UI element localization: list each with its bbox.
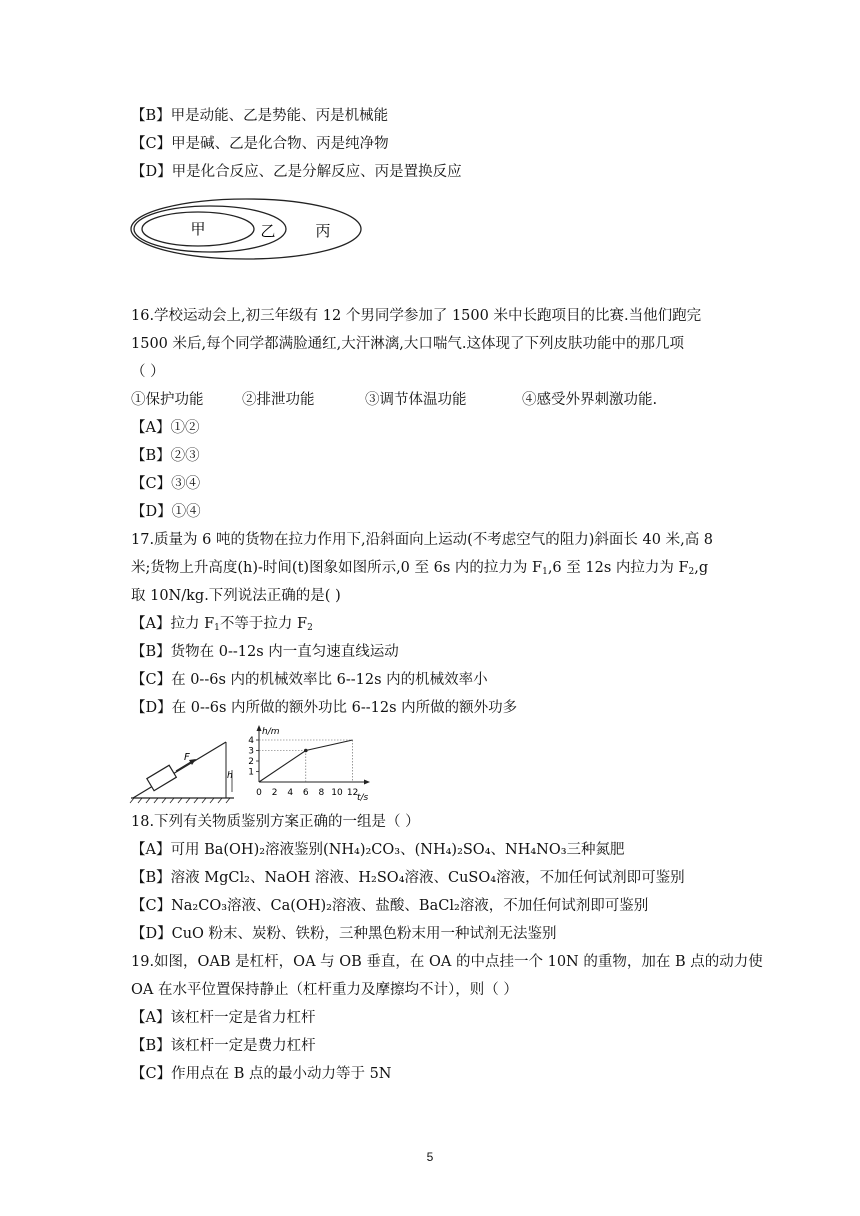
q18-option-d: 【D】CuO 粉末、炭粉、铁粉，三种黑色粉末用一种试剂无法鉴别 [131,926,557,942]
outer-ellipse-label: 丙 [315,222,331,240]
q17-option-d: 【D】在 0--6s 内所做的额外功比 6--12s 内所做的额外功多 [131,700,518,716]
incline-surface [133,742,226,798]
q16-function-item-3: ③调节体温功能 [365,392,467,408]
incline-figure [128,726,246,804]
q16-stem-line-1: 16.学校运动会上,初三年级有 12 个男同学参加了 1500 米中长跑项目的比赛.当他们跑完 [131,308,702,324]
data-point [304,749,308,753]
y-tick-label: 4 [248,736,254,746]
q19-option-b: 【B】该杠杆一定是费力杠杆 [131,1038,316,1054]
ground-hatching [130,798,230,803]
q17-stem-line-3: 取 10N/kg.下列说法正确的是( ) [131,588,341,604]
q15-option-b: 【B】甲是动能、乙是势能、丙是机械能 [131,108,389,124]
x-tick-label: 10 [331,788,343,798]
x-tick-label: 8 [318,788,325,798]
q16-option-d: 【D】①④ [131,504,201,520]
x-axis-label: t/s [357,793,369,803]
height-label: h [227,771,233,781]
x-tick-label: 2 [271,788,278,798]
y-tick-label: 3 [248,746,254,757]
x-tick-label: 6 [302,788,309,798]
x-tick-label: 12 [346,788,359,798]
q15-option-d: 【D】甲是化合反应、乙是分解反应、丙是置换反应 [131,164,462,180]
q16-function-item-2: ②排泄功能 [242,392,315,408]
x-tick-label: 0 [256,788,262,798]
q17-stem-line-1: 17.质量为 6 吨的货物在拉力作用下,沿斜面向上运动(不考虑空气的阻力)斜面长 40 米,高 8 [131,532,714,548]
x-tick-label: 4 [287,788,294,798]
q18-option-c: 【C】Na₂CO₃溶液、Ca(OH)₂溶液、盐酸、BaCl₂溶液，不加任何试剂即可鉴别 [131,898,649,914]
q16-option-b: 【B】②③ [131,448,200,464]
page-number: 5 [426,1150,434,1164]
q18-stem: 18.下列有关物质鉴别方案正确的一组是（ ） [131,814,420,830]
q19-stem-line-1: 19.如图，OAB 是杠杆，OA 与 OB 垂直，在 OA 的中点挂一个 10N 的重物，加在 B 点的动力使 [131,954,763,970]
q19-option-a: 【A】该杠杆一定是省力杠杆 [131,1010,316,1026]
inner-ellipse-label: 甲 [190,220,206,238]
q16-option-c: 【C】③④ [131,476,201,492]
q15-option-c: 【C】甲是碱、乙是化合物、丙是纯净物 [131,136,389,152]
q16-function-item-4: ④感受外界刺激功能. [522,392,658,408]
q18-option-a: 【A】可用 Ba(OH)₂溶液鉴别(NH₄)₂CO₃、(NH₄)₂SO₄、NH₄NO₃三种氮肥 [131,842,625,858]
y-tick-label: 2 [248,757,254,767]
x-axis-arrowhead [364,780,370,785]
q19-stem-line-2: OA 在水平位置保持静止（杠杆重力及摩擦均不计），则（ ） [131,982,518,998]
q17-option-b: 【B】货物在 0--12s 内一直匀速直线运动 [131,644,399,660]
y-axis-arrowhead [257,725,262,731]
q16-function-item-1: ①保护功能 [131,392,204,408]
q16-stem-line-2: 1500 米后,每个同学都满脸通红,大汗淋漓,大口喘气.这体现了下列皮肤功能中的那几项 [131,336,684,352]
q19-option-c: 【C】作用点在 B 点的最小动力等于 5N [131,1066,392,1082]
q18-option-b: 【B】溶液 MgCl₂、NaOH 溶液、H₂SO₄溶液、CuSO₄溶液，不加任何试剂即可鉴别 [131,870,685,886]
middle-ellipse-label: 乙 [260,222,276,240]
nested-ellipse-diagram [128,196,376,262]
q17-stem-line-2: 米;货物上升高度(h)-时间(t)图象如图所示,0 至 6s 内的拉力为 $F_1,6$ 至 12s 内拉力为 $F_2,g$ [131,560,709,577]
q17-option-a: 【A】拉力 $F_1$不等于拉力 $F_2$ [131,616,313,633]
q16-stem-line-3: （ ） [131,364,165,380]
q17-option-c: 【C】在 0--6s 内的机械效率比 6--12s 内的机械效率小 [131,672,488,688]
height-time-graph [246,724,376,806]
force-label: F [184,752,190,763]
cargo-block [147,765,176,790]
q16-option-a: 【A】①② [131,420,200,436]
y-tick-label: 1 [248,767,254,778]
y-axis-label: h/m [262,727,280,737]
